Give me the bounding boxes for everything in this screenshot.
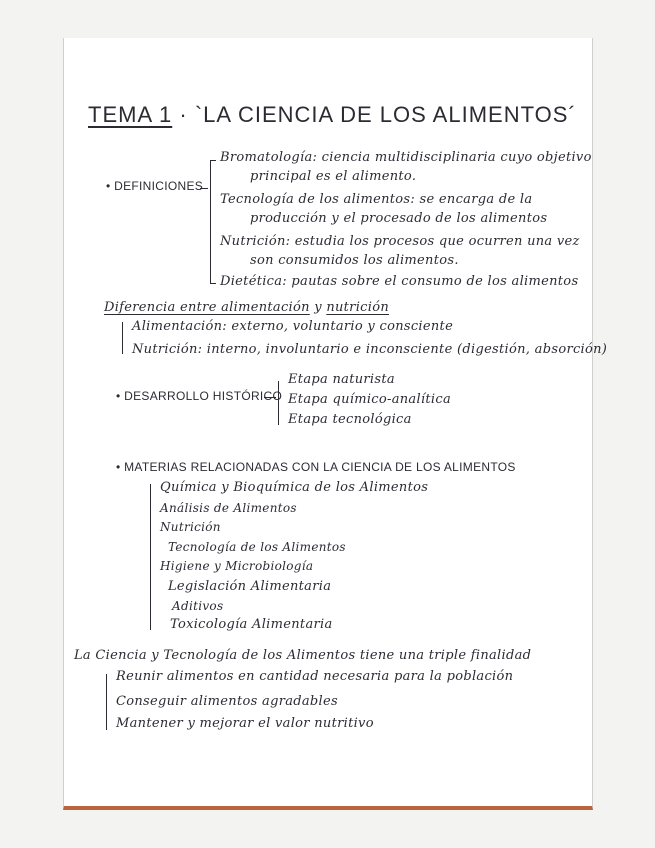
definiciones-label: • DEFINICIONES <box>106 179 204 193</box>
diferencia-heading-a: Diferencia entre alimentación <box>104 300 310 315</box>
title-text: `LA CIENCIA DE LOS ALIMENTOS´ <box>194 102 577 127</box>
materia-item: Análisis de Alimentos <box>160 501 297 515</box>
definiciones-connector <box>200 188 208 189</box>
finalidad-item: Conseguir alimentos agradables <box>116 694 338 709</box>
materia-item: Aditivos <box>172 599 224 613</box>
notebook-page <box>63 38 608 810</box>
definicion-nutricion-line2: son consumidos los alimentos. <box>250 253 459 268</box>
title-prefix: TEMA 1 <box>88 102 173 127</box>
historico-item: Etapa químico-analítica <box>288 392 452 407</box>
diferencia-heading <box>104 300 389 315</box>
historico-label: • DESARROLLO HISTÓRICO <box>116 389 283 403</box>
definicion-bromatologia-line1: Bromatología: ciencia multidisciplinaria cuyo objetivo <box>220 150 592 165</box>
page-title <box>88 102 577 128</box>
historico-connector <box>264 397 276 398</box>
materia-item: Legislación Alimentaria <box>168 579 332 594</box>
definicion-tecnologia-line1: Tecnología de los alimentos: se encarga de la <box>220 192 533 207</box>
diferencia-heading-b: y <box>309 300 327 315</box>
historico-item: Etapa naturista <box>288 372 395 387</box>
materia-item: Higiene y Microbiología <box>160 559 314 573</box>
historico-item: Etapa tecnológica <box>288 412 412 427</box>
materia-item: Nutrición <box>160 520 221 534</box>
bracket-tick <box>210 283 216 284</box>
definiciones-bracket <box>210 160 211 284</box>
diferencia-bracket <box>122 322 123 354</box>
definicion-dietetica: Dietética: pautas sobre el consumo de los alimentos <box>220 274 579 289</box>
historico-bracket <box>278 381 279 425</box>
finalidad-item: Mantener y mejorar el valor nutritivo <box>116 716 374 731</box>
finalidad-heading: La Ciencia y Tecnología de los Alimentos tiene una triple finalidad <box>74 648 532 663</box>
materia-item: Toxicología Alimentaria <box>170 617 333 632</box>
materias-bracket <box>150 484 151 630</box>
diferencia-nutricion: Nutrición: interno, involuntario e inconsciente (digestión, absorción) <box>132 342 608 357</box>
definicion-nutricion-line1: Nutrición: estudia los procesos que ocurren una vez <box>220 234 580 249</box>
title-separator: · <box>172 102 195 127</box>
definicion-bromatologia-line2: principal es el alimento. <box>250 169 417 184</box>
materia-item: Tecnología de los Alimentos <box>168 540 346 554</box>
materia-item: Química y Bioquímica de los Alimentos <box>160 480 429 495</box>
definicion-tecnologia-line2: producción y el procesado de los alimentos <box>250 211 548 226</box>
finalidad-item: Reunir alimentos en cantidad necesaria para la población <box>116 669 514 684</box>
materias-label: • MATERIAS RELACIONADAS CON LA CIENCIA DE LOS ALIMENTOS <box>116 460 516 474</box>
diferencia-heading-c: nutrición <box>326 300 389 315</box>
diferencia-alimentacion: Alimentación: externo, voluntario y consciente <box>132 319 454 334</box>
finalidad-bracket <box>106 674 107 730</box>
bracket-tick <box>210 160 216 161</box>
